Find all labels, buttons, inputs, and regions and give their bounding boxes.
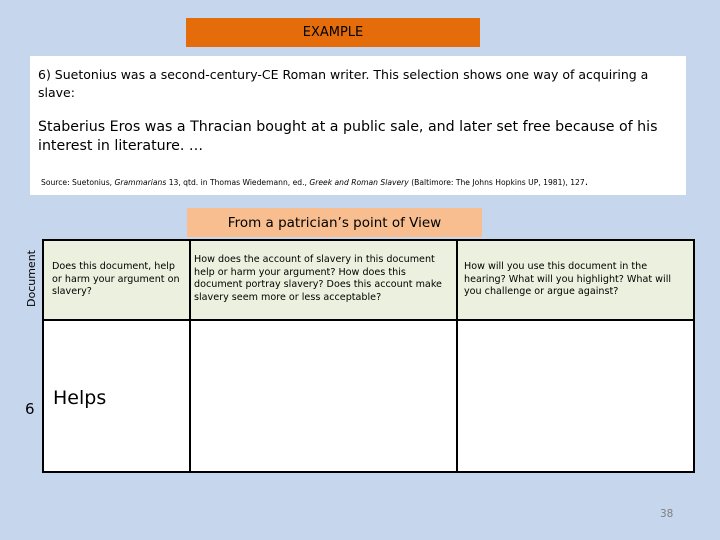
source-document-box bbox=[30, 56, 686, 195]
citation-work-title: Grammarians bbox=[114, 178, 167, 187]
example-banner: EXAMPLE bbox=[186, 18, 480, 47]
header-text-account: How does the account of slavery in this document help or harm your argument? How does this document portray slavery? Does this account make slavery seem more or less acceptable? bbox=[194, 254, 442, 303]
document-citation bbox=[41, 177, 681, 188]
page-number: 38 bbox=[660, 508, 674, 520]
citation-prefix: Source: Suetonius, bbox=[41, 178, 115, 187]
document-column-label-text: Document bbox=[24, 250, 38, 307]
citation-book-title: Greek and Roman Slavery bbox=[309, 178, 409, 187]
patrician-view-banner: From a patrician’s point of View bbox=[187, 208, 482, 237]
citation-middle: 13, qtd. in Thomas Wiedemann, ed., bbox=[166, 178, 310, 187]
citation-end-mark: . bbox=[584, 175, 589, 188]
document-quote: Staberius Eros was a Thracian bought at a public sale, and later set free because of his interest in literature. … bbox=[38, 119, 658, 154]
row-cell-account[interactable] bbox=[189, 319, 458, 473]
header-text-use: How will you use this document in the hearing? What will you highlight? What will you challenge or argue against? bbox=[464, 261, 672, 298]
citation-suffix: (Baltimore: The Johns Hopkins UP, 1981), 127 bbox=[408, 178, 585, 187]
header-text-verdict: Does this document, help or harm your argument on slavery? bbox=[52, 261, 180, 298]
row-cell-use[interactable] bbox=[456, 319, 695, 473]
document-prompt: 6) Suetonius was a second-century-CE Roman writer. This selection shows one way of acquiring a slave: bbox=[38, 67, 649, 100]
row-number: 6 bbox=[25, 400, 35, 418]
document-column-label bbox=[20, 236, 42, 321]
verdict-value: Helps bbox=[53, 387, 107, 409]
